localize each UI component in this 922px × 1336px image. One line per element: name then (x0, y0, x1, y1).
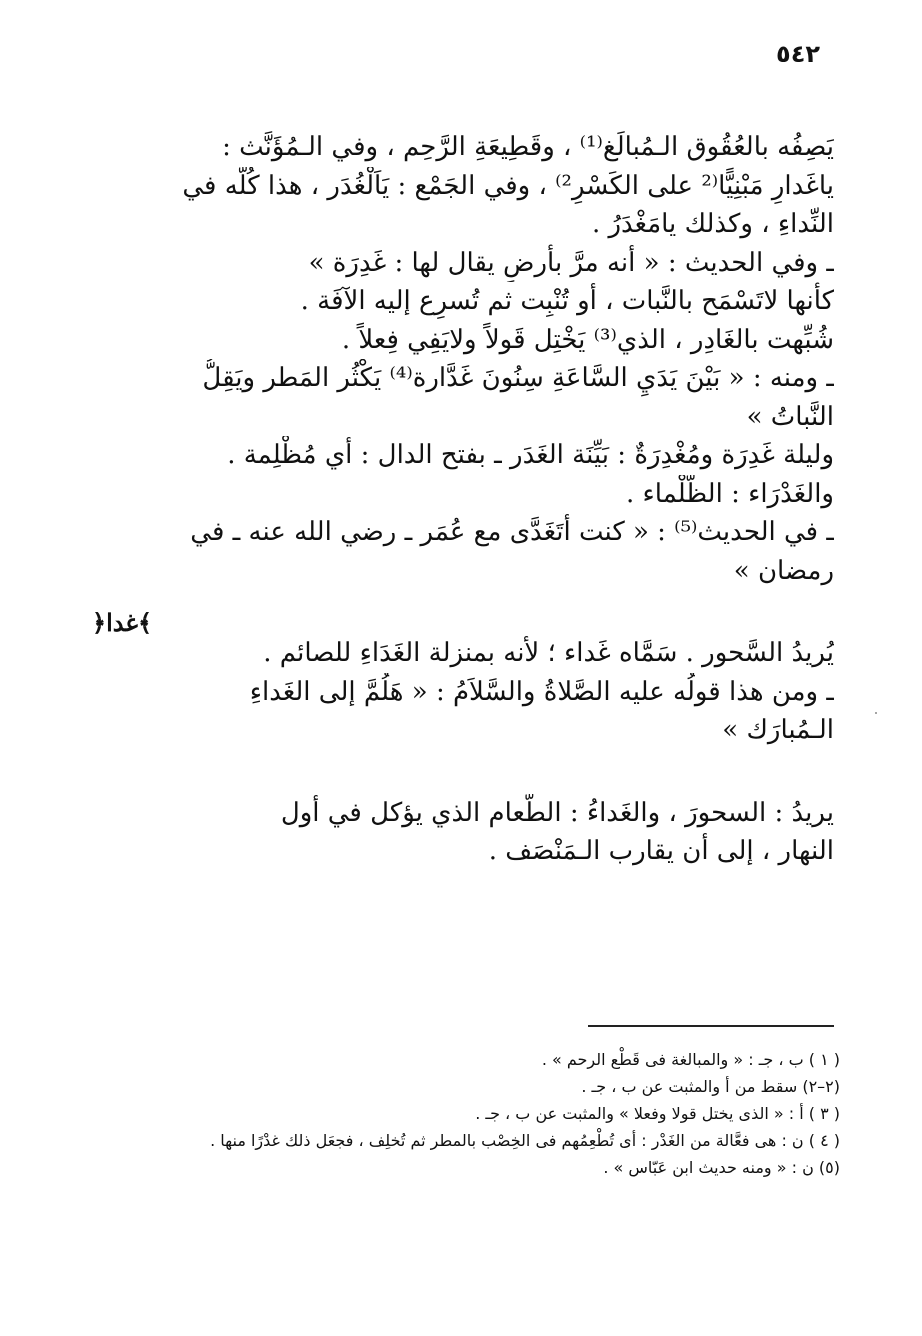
text-line: الـمُبارَك » (722, 715, 834, 745)
footnote: (٢–٢) سقط من أ والمثبت عن ب ، جـ . (581, 1077, 840, 1096)
text-line: ياغَدارِ مَبْنِيًّا⁽² على الكَسْرِ²⁾ ، وفي الجَمْع : يَاَلْغُدَر ، هذا كُلُّه في (182, 170, 834, 201)
text-line: النِّداءِ ، وكذلك يامَغْدَرُ . (591, 209, 834, 239)
footnote: (٥) ن : « ومنه حديث ابن عَبّاس » . (603, 1158, 840, 1177)
page-number: ٥٤٢ (776, 40, 820, 68)
text-line: ـ في الحديث⁽⁵⁾ : « كنت أَتَغَدَّى مع عُمَر ـ رضي الله عنه ـ في (190, 517, 834, 547)
text-line: كأنها لاتَسْمَح بالنَّبات ، أو تُنْبِت ثم تُسرِع إليه الآفَة . (300, 286, 834, 316)
main-text (74, 128, 834, 871)
entry-headword-marker: ﴿غدا﴾ (92, 608, 152, 637)
text-line: يُريدُ السَّحور . سَمَّاه غَداء ؛ لأنه بمنزلة الغَدَاءِ للصائم . (263, 638, 834, 668)
text-line: ـ ومن هذا قولُه عليه الصَّلاةُ والسَّلاَمُ : « هَلُمَّ إلى الغَداءِ (249, 676, 834, 707)
paragraph-gap (74, 750, 834, 794)
margin-mark (875, 712, 877, 714)
footnote-separator (588, 1025, 834, 1027)
text-line: ـ وفي الحديث : « أنه مرَّ بأَرضٍ يقال لها : غَدِرَة » (308, 247, 834, 278)
footnote: ( ٤ ) ن : هى فعَّالة من الغَدْر : أى تُطْعِمُهم فى الخِصْب بالمطر ثم تُخلِف ، فجعَل ذلك غدْرًا منها . (210, 1131, 840, 1150)
text-line: يَصِفُه بالعُقُوق الـمُبالَغ⁽¹⁾ ، وقَطِيعَةِ الرَّحِم ، وفي الـمُؤَنَّث : (222, 132, 834, 162)
footnote: ( ١ ) ب ، جـ : « والمبالغة فى قَطْع الرحم » . (541, 1050, 840, 1069)
text-line: رمضان » (733, 555, 834, 586)
text-line: يريدُ : السحورَ ، والغَداءُ : الطَّعام الذي يؤكل في أول (280, 797, 834, 828)
text-line: النهار ، إلى أن يقارب الـمَنْصَف . (488, 836, 834, 866)
text-line: ـ ومنه : « بَيْنَ يَدَيِ السَّاعَةِ سِنُونَ غَدَّارة⁽⁴⁾ يَكْثُر المَطر ويَقِلُّ (202, 363, 834, 393)
footnote: ( ٣ ) أ : « الذى يختل قولا وفعلا » والمثبت عن ب ، جـ . (475, 1104, 840, 1123)
text-line: النَّباتُ » (746, 401, 834, 432)
text-line: وليلة غَدِرَة ومُغْدِرَةٌ : بَيِّنَة الغَدَر ـ بفتح الدال : أي مُظْلِمة . (227, 440, 834, 470)
footnotes (140, 1046, 840, 1181)
text-line: والغَدْرَاء : الظَّلْماء . (626, 478, 834, 509)
paragraph-gap (74, 590, 834, 634)
text-line: شُبِّهت بالغَادِر ، الذي⁽³⁾ يَخْتِل قَولاً ولايَفِي فِعلاً . (341, 324, 834, 355)
